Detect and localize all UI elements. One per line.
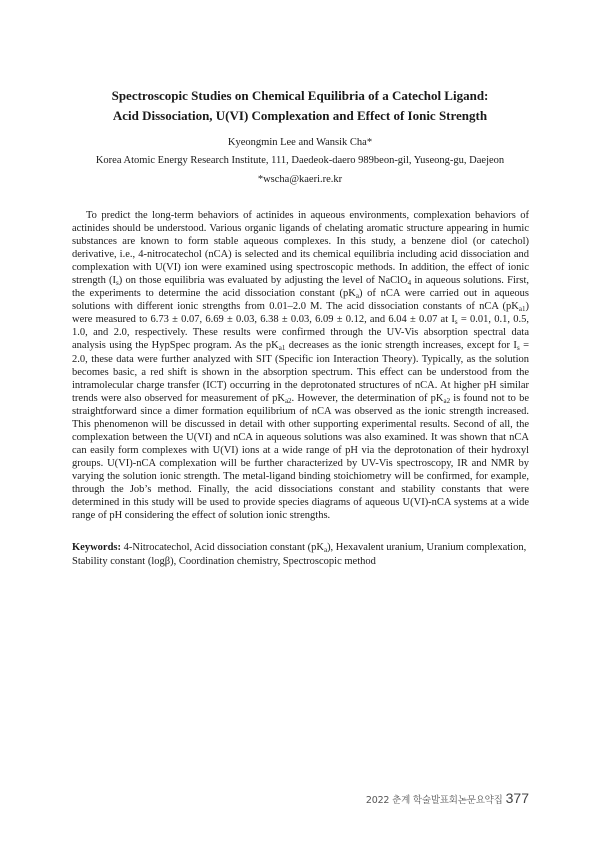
abstract-body <box>72 209 529 522</box>
abstract-text: = 0.01, 0.1, 0.5, 1.0, and 2.0, respectively. These results were confirmed through the UV-Vis absorption spectral data analysis using the HypSpec program. As the pK <box>72 314 530 352</box>
conference-name: 2022 춘계 학술발표회논문요약집 <box>365 795 503 806</box>
abstract-text: ) on those equilibria was evaluated by adjusting the level of NaClO <box>118 275 408 287</box>
affiliation: Korea Atomic Energy Research Institute, 111, Daedeok-daero 989beon-gil, Yuseong-gu, Daejeon <box>95 155 505 166</box>
abstract-text: ) were measured to 6.73 ± 0.07, 6.69 ± 0.03, 6.38 ± 0.03, 6.09 ± 0.12, and 6.04 ± 0.07 at I <box>72 301 529 326</box>
abstract-text: To predict the long-term behaviors of actinides in aqueous environments, complexation behaviors of actinides should be understood. Various organic ligands of chelating aromatic structure appearing in humic substances are known to form stable aqueous complexes. In this study, a benzene diol (or catechol) derivative, i.e., 4-nitrocatechol (nCA) is selected and its chemical equilibria including acid dissociation and complexation with U(VI) ion were examined using spectroscopic methods. In addition, the effect of ionic strength (I <box>72 210 529 287</box>
subscript: a <box>355 292 359 301</box>
page-number: 377 <box>505 790 529 806</box>
corresponding-email: *wscha@kaeri.re.kr <box>257 174 343 185</box>
keywords-text: 4-Nitrocatechol, Acid dissociation constant (pK <box>121 542 324 553</box>
abstract-text: ) of nCA were carried out in aqueous solutions with different ionic strengths from 0.01–2.0 M. The acid dissociation constants of nCA (pK <box>72 288 529 313</box>
paper-title <box>60 86 540 126</box>
subscript: s <box>116 279 119 288</box>
abstract-text: is found not to be straightforward since a dimer formation equilibrium of nCA was observed as the ionic strength increased. This phenomenon will be discussed in detail with other supporting experimental results. Second of all, the complexation between the U(VI) and nCA in aqueous solutions was also examined. It was shown that nCA can easily form complexes with U(VI) ions at a wide range of pH via the deprotonation of their hydroxyl groups. U(VI)-nCA complexation will be further characterized by UV-Vis spectroscopy, IR and NMR by varying the solution ionic strength. The metal-ligand binding stoichiometry will be confirmed, for example, through the Job’s method. Finally, the acid dissociations constant and stability constants that were determined in this study will be used to provide species diagrams of aqueous U(VI)-nCA systems at a wide range of pH considering the effect of solution ionic strengths. <box>72 392 529 522</box>
title-line-2: Acid Dissociation, U(VI) Complexation and Effect of Ionic Strength <box>112 108 488 123</box>
page-footer <box>366 788 529 807</box>
keywords-label: Keywords: <box>72 542 121 553</box>
abstract-text: . However, the determination of pK <box>291 392 444 404</box>
keywords <box>72 541 529 568</box>
subscript: 4 <box>407 279 412 288</box>
title-line-1: Spectroscopic Studies on Chemical Equilibria of a Catechol Ligand: <box>111 88 489 103</box>
abstract-text: = 2.0, these data were further analyzed with SIT (Specific ion Interaction Theory). Typically, as the solution becomes basic, a red shift is shown in the absorption spectrum. This effect can be understood from the intramolecular charge transfer (ICT) occurring in the deprotonated structures of nCA. At higher pH similar trends were also observed for measurement of pK <box>72 340 530 404</box>
subscript: a2 <box>284 396 292 405</box>
subscript: a <box>323 546 328 554</box>
subscript: a1 <box>518 305 526 314</box>
abstract-text: in aqueous solutions. First, the experiments to determine the acid dissociation constant (pK <box>72 275 529 300</box>
subscript: a2 <box>443 396 451 405</box>
author-list: Kyeongmin Lee and Wansik Cha* <box>227 137 373 148</box>
subscript: s <box>454 318 458 327</box>
subscript: a1 <box>278 344 286 353</box>
abstract-text: decreases as the ionic strength increases, except for I <box>285 340 517 352</box>
keywords-text: ), Hexavalent uranium, Uranium complexation, Stability constant (logβ), Coordination chemistry, Spectroscopic method <box>72 542 527 567</box>
subscript: s <box>516 344 520 353</box>
